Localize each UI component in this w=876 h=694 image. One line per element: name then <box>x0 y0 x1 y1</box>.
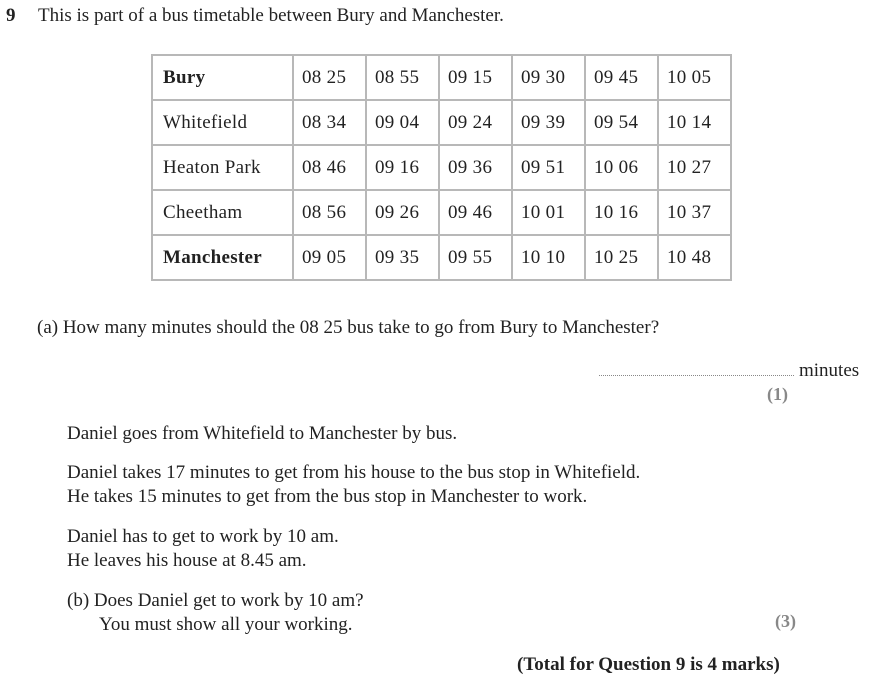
total-marks: (Total for Question 9 is 4 marks) <box>517 654 780 675</box>
part-b-question: (b) Does Daniel get to work by 10 am? <box>67 590 364 611</box>
timetable-time-cell: 09 24 <box>439 100 512 145</box>
timetable-time-cell: 09 15 <box>439 55 512 100</box>
part-b-marks: (3) <box>775 611 796 631</box>
timetable-time-cell: 09 45 <box>585 55 658 100</box>
question-number: 9 <box>6 5 16 26</box>
timetable-stop-name: Bury <box>152 55 293 100</box>
timetable-time-cell: 10 14 <box>658 100 731 145</box>
timetable-time-cell: 09 04 <box>366 100 439 145</box>
timetable-time-cell: 10 06 <box>585 145 658 190</box>
question-intro: This is part of a bus timetable between Bury and Manchester. <box>38 5 504 26</box>
timetable-time-cell: 10 10 <box>512 235 585 280</box>
part-a-question: (a) How many minutes should the 08 25 bus take to go from Bury to Manchester? <box>37 317 660 338</box>
timetable-time-cell: 08 34 <box>293 100 366 145</box>
timetable-time-cell: 09 55 <box>439 235 512 280</box>
timetable-time-cell: 10 27 <box>658 145 731 190</box>
timetable-row <box>152 100 731 145</box>
timetable-row <box>152 190 731 235</box>
part-a-marks: (1) <box>767 384 788 404</box>
timetable-time-cell: 09 05 <box>293 235 366 280</box>
timetable-time-cell: 09 16 <box>366 145 439 190</box>
timetable-stop-name: Heaton Park <box>152 145 293 190</box>
timetable-time-cell: 10 37 <box>658 190 731 235</box>
timetable-time-cell: 09 35 <box>366 235 439 280</box>
timetable-time-cell: 08 46 <box>293 145 366 190</box>
timetable-time-cell: 09 51 <box>512 145 585 190</box>
timetable-time-cell: 09 26 <box>366 190 439 235</box>
timetable-time-cell: 10 16 <box>585 190 658 235</box>
part-a-units: minutes <box>799 360 860 381</box>
timetable-time-cell: 10 05 <box>658 55 731 100</box>
paragraph: Daniel goes from Whitefield to Manchester by bus. <box>67 423 458 444</box>
timetable-stop-name: Cheetham <box>152 190 293 235</box>
bus-timetable <box>151 54 732 281</box>
timetable-time-cell: 09 30 <box>512 55 585 100</box>
paragraph: Daniel has to get to work by 10 am. <box>67 526 339 547</box>
timetable-time-cell: 08 55 <box>366 55 439 100</box>
paragraph: He leaves his house at 8.45 am. <box>67 550 307 571</box>
timetable-time-cell: 08 25 <box>293 55 366 100</box>
timetable-row <box>152 145 731 190</box>
timetable-time-cell: 09 54 <box>585 100 658 145</box>
timetable-time-cell: 10 01 <box>512 190 585 235</box>
timetable-time-cell: 08 56 <box>293 190 366 235</box>
timetable-time-cell: 09 46 <box>439 190 512 235</box>
timetable-time-cell: 09 39 <box>512 100 585 145</box>
part-b-instruction: You must show all your working. <box>99 614 353 635</box>
paragraph: He takes 15 minutes to get from the bus stop in Manchester to work. <box>67 486 588 507</box>
timetable-row <box>152 235 731 280</box>
timetable-time-cell: 10 25 <box>585 235 658 280</box>
timetable-time-cell: 10 48 <box>658 235 731 280</box>
timetable-row <box>152 55 731 100</box>
timetable-time-cell: 09 36 <box>439 145 512 190</box>
paragraph: Daniel takes 17 minutes to get from his house to the bus stop in Whitefield. <box>67 462 641 483</box>
timetable-stop-name: Whitefield <box>152 100 293 145</box>
timetable-stop-name: Manchester <box>152 235 293 280</box>
part-a-answer-line[interactable] <box>599 375 794 376</box>
